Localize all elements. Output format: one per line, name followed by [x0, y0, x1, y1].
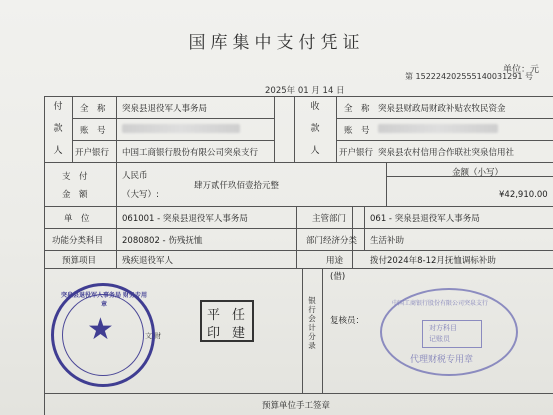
personal-seal: 平 任 印 建	[200, 300, 254, 342]
footer-label: 预算单位手工签章	[262, 401, 331, 411]
star-icon: ★	[87, 312, 114, 347]
amount-capital-label: （大写）:	[122, 190, 159, 200]
payee-bank-value: 突泉县农村信用合作联社突泉信用社	[378, 148, 515, 158]
finance-seal	[51, 283, 155, 387]
amount-currency: 人民币	[122, 171, 148, 181]
payee-bank-label: 开户银行	[339, 148, 374, 158]
use-label: 用途	[326, 256, 344, 266]
payer-bank-value: 中国工商银行股份有限公司突泉支行	[122, 148, 259, 158]
payee-account-redacted	[378, 124, 498, 133]
project-label: 预算项目	[62, 256, 97, 266]
payee-group-label: 收 款 人	[310, 102, 320, 156]
payee-name-value: 突泉县财政局财政补贴农牧民资金	[378, 104, 506, 114]
unit-row-label: 单 位	[64, 214, 90, 224]
borrow-label: (借)	[330, 272, 346, 282]
use-value: 拨付2024年8-12月抚恤调标补助	[370, 256, 496, 266]
voucher-title: 国库集中支付凭证	[188, 33, 365, 53]
reviewer-label: 复核员：	[330, 316, 365, 326]
finance-seal-text: 突泉县退役军人事务局 财务专用章	[60, 292, 148, 308]
dept-value: 061 - 突泉县退役军人事务局	[370, 214, 480, 224]
payer-group-label: 付 款 人	[53, 102, 63, 156]
voucher-number: 第 152224202555140031291 号	[405, 72, 533, 81]
payer-account-redacted	[122, 124, 240, 133]
payer-account-label: 账 号	[80, 126, 106, 136]
payer-bank-label: 开户银行	[75, 148, 110, 158]
project-value: 残疾退役军人	[122, 256, 174, 266]
payee-account-label: 账 号	[344, 126, 370, 136]
econ-label: 部门经济分类	[306, 236, 358, 246]
unit-row-value: 061001 - 突泉县退役军人事务局	[122, 214, 248, 224]
amount-capital-value: 肆万贰仟玖佰壹拾元整	[194, 181, 280, 191]
func-label: 功能分类科目	[52, 236, 104, 246]
amount-label-2: 金 额	[62, 190, 88, 200]
payer-name-label: 全 称	[80, 104, 106, 114]
bank-accounting-label: 银行会计分录	[308, 296, 316, 350]
dept-label: 主管部门	[312, 214, 347, 224]
amount-small-label: 金额（小写）	[452, 168, 504, 178]
econ-value: 生活补助	[370, 236, 405, 246]
amount-label-1: 支 付	[62, 172, 88, 182]
func-value: 2080802 - 伤残抚恤	[122, 236, 203, 246]
seal-side-text: 文 财	[145, 332, 162, 340]
payer-name-value: 突泉县退役军人事务局	[122, 104, 208, 114]
amount-small-value: ¥42,910.00	[499, 190, 548, 200]
unit-label: 单位：元	[502, 65, 539, 75]
voucher-date: 2025年 01 月 14 日	[265, 86, 345, 96]
payee-name-label: 全 称	[344, 104, 370, 114]
bank-seal: 中国工商银行股份有限公司突泉支行 对方科目 记账员 代理财税专用章	[380, 288, 518, 376]
